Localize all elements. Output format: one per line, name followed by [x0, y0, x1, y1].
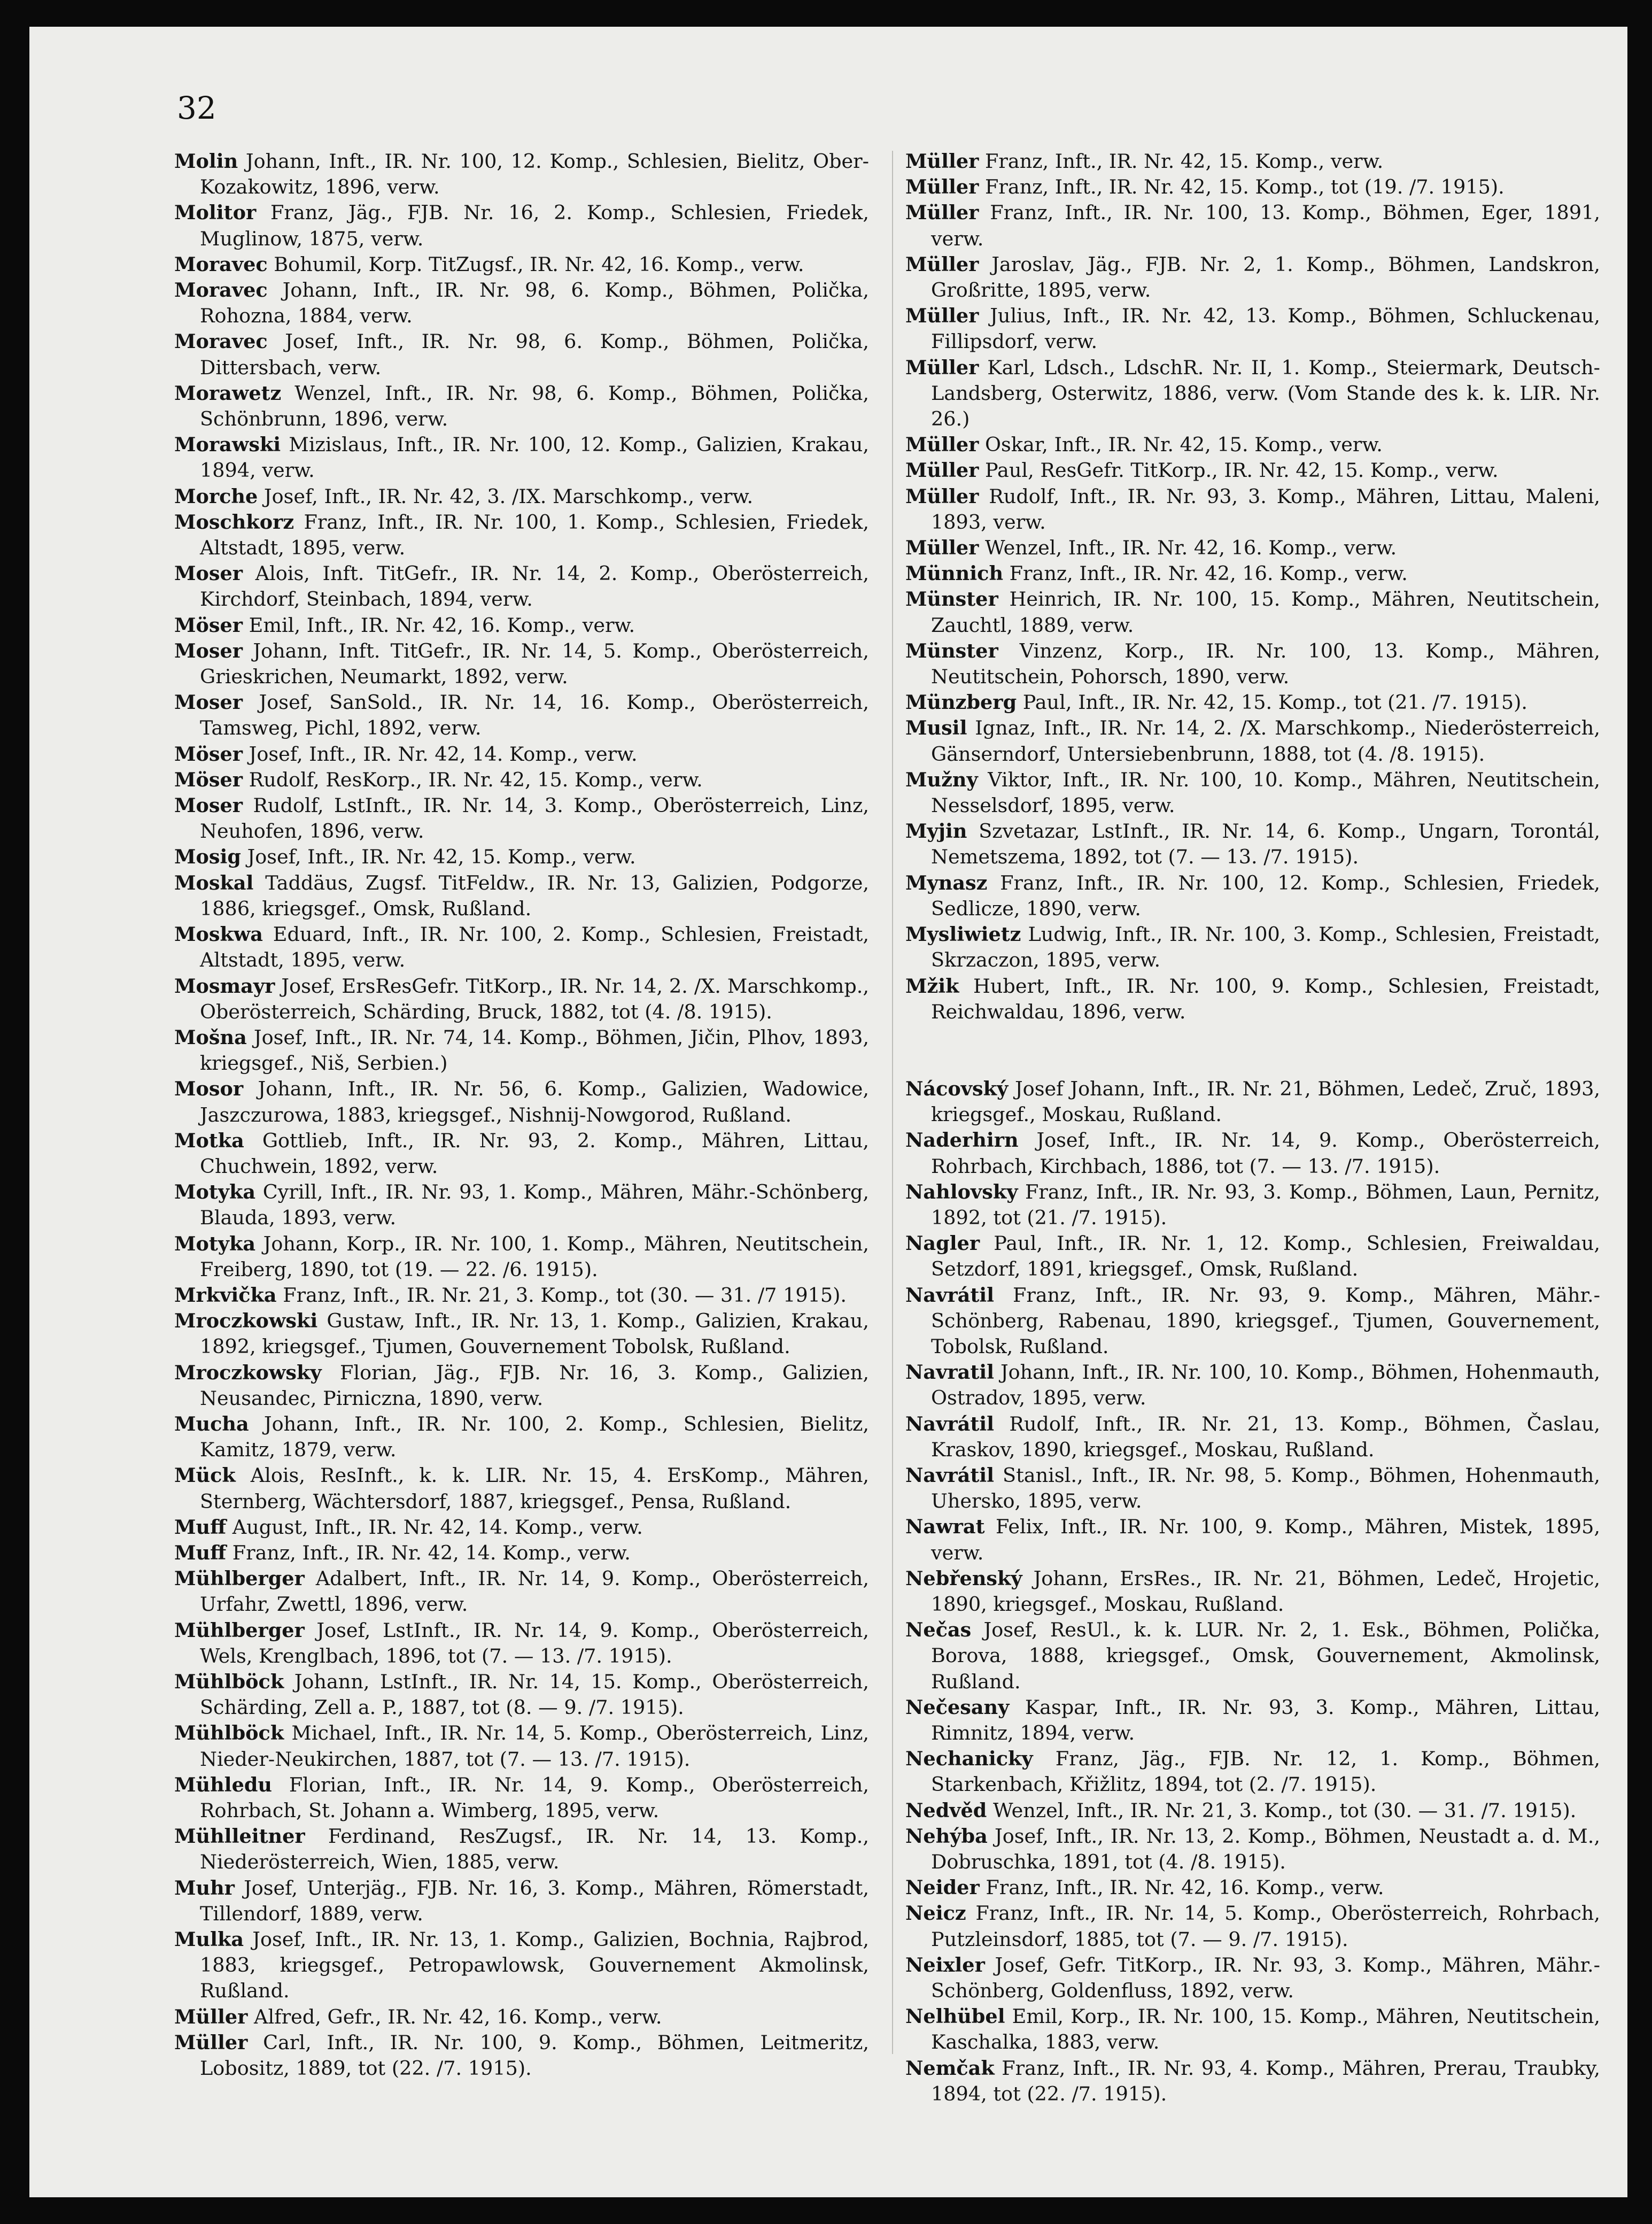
entry-details: Johann, ErsRes., IR. Nr. 21, Böhmen, Ledeč, Hrojetic, 1890, kriegsgef., Moskau, Rußland. [931, 1566, 1600, 1616]
register-entry [174, 870, 869, 922]
register-entry [174, 1669, 869, 1720]
register-entry [174, 1360, 869, 1411]
entry-details: Gottlieb, Inft., IR. Nr. 93, 2. Komp., Mähren, Littau, Chuchwein, 1892, verw. [200, 1129, 869, 1178]
register-entry [174, 922, 869, 973]
entry-details: Oskar, Inft., IR. Nr. 42, 15. Komp., verw. [979, 433, 1383, 457]
entry-surname: Navratil [905, 1361, 995, 1384]
entry-surname: Möser [174, 742, 243, 766]
right-column [905, 149, 1600, 2107]
entry-details: Franz, Inft., IR. Nr. 100, 1. Komp., Schlesien, Friedek, Altstadt, 1895, verw. [200, 510, 869, 560]
entry-details: Ignaz, Inft., IR. Nr. 14, 2. /X. Marschkomp., Niederösterreich, Gänserndorf, Untersiebenbrunn, 1888, tot (4. /8. 1915). [931, 716, 1600, 766]
register-entry [174, 1231, 869, 1283]
entry-surname: Motyka [174, 1232, 256, 1255]
entry-surname: Morawetz [174, 381, 282, 405]
entry-surname: Müller [905, 356, 979, 379]
entry-details: Kaspar, Inft., IR. Nr. 93, 3. Komp., Mähren, Littau, Rimnitz, 1894, verw. [931, 1695, 1600, 1744]
entry-surname: Münster [905, 588, 998, 611]
entry-details: Florian, Inft., IR. Nr. 14, 9. Komp., Oberösterreich, Rohrbach, St. Johann a. Wimberg, 1895, verw. [200, 1773, 869, 1822]
entry-surname: Mošna [174, 1025, 247, 1049]
register-entry [905, 174, 1600, 200]
register-entry [905, 1076, 1600, 1128]
entry-details: Franz, Inft., IR. Nr. 42, 16. Komp., verw. [1003, 562, 1408, 585]
entry-surname: Nedvěd [905, 1798, 987, 1822]
entry-surname: Neicz [905, 1902, 966, 1925]
entry-details: Franz, Inft., IR. Nr. 42, 16. Komp., verw. [979, 1876, 1384, 1899]
register-entry [174, 1463, 869, 1514]
register-entry [174, 509, 869, 561]
register-entry [174, 2030, 869, 2081]
entry-surname: Naderhirn [905, 1129, 1019, 1152]
entry-surname: Münster [905, 639, 998, 662]
entry-details: Josef, Gefr. TitKorp., IR. Nr. 93, 3. Komp., Mähren, Mähr.-Schönberg, Goldenfluss, 1892, verw. [931, 1953, 1600, 2003]
entry-details: Mizislaus, Inft., IR. Nr. 100, 12. Komp., Galizien, Krakau, 1894, verw. [200, 433, 869, 482]
entry-surname: Möser [174, 613, 243, 637]
register-entry [905, 638, 1600, 690]
entry-details: Julius, Inft., IR. Nr. 42, 13. Komp., Böhmen, Schluckenau, Fillipsdorf, verw. [931, 304, 1600, 353]
entry-surname: Moschkorz [174, 510, 294, 534]
entry-surname: Moser [174, 562, 243, 585]
entry-surname: Nečas [905, 1618, 972, 1642]
entry-surname: Moravec [174, 279, 268, 302]
entry-details: Josef, ResUl., k. k. LUR. Nr. 2, 1. Esk., Böhmen, Polička, Borova, 1888, kriegsgef., Omsk, Gouvernement, Akmolinsk, Rußland. [931, 1618, 1600, 1693]
register-entry [905, 1514, 1600, 1565]
register-entry [174, 1540, 869, 1566]
entry-details: Josef, Inft., IR. Nr. 42, 3. /IX. Marschkomp., verw. [258, 484, 754, 508]
register-entry [905, 974, 1600, 1025]
entry-details: Carl, Inft., IR. Nr. 100, 9. Komp., Böhmen, Leitmeritz, Lobositz, 1889, tot (22. /7. 1915). [200, 2030, 869, 2080]
register-entry [174, 1128, 869, 1179]
entry-surname: Nelhübel [905, 2005, 1005, 2028]
entry-surname: Mynasz [905, 871, 988, 894]
register-entry [174, 1875, 869, 1927]
register-entry [174, 252, 869, 277]
entry-details: Heinrich, IR. Nr. 100, 15. Komp., Mähren, Neutitschein, Zauchtl, 1889, verw. [931, 588, 1600, 637]
register-entry [905, 1952, 1600, 2004]
entry-details: Josef, ErsResGefr. TitKorp., IR. Nr. 14, 2. /X. Marschkomp., Oberösterreich, Schärding, Bruck, 1882, tot (4. /8. 1915). [200, 974, 869, 1023]
entry-details: Jaroslav, Jäg., FJB. Nr. 2, 1. Komp., Böhmen, Landskron, Großritte, 1895, verw. [931, 252, 1600, 302]
entry-surname: Mucha [174, 1412, 249, 1435]
register-entry [905, 1360, 1600, 1411]
entry-details: Michael, Inft., IR. Nr. 14, 5. Komp., Oberösterreich, Linz, Nieder-Neukirchen, 1887, tot (7. — 13. /7. 1915). [200, 1721, 869, 1771]
entry-surname: Nečesany [905, 1695, 1010, 1719]
register-entry [174, 200, 869, 251]
entry-surname: Mühlberger [174, 1618, 305, 1642]
register-entry [174, 2004, 869, 2030]
register-entry [905, 303, 1600, 354]
entry-surname: Müller [174, 2005, 248, 2028]
register-entry [174, 432, 869, 483]
register-entry [905, 1283, 1600, 1360]
entry-surname: Münzberg [905, 691, 1017, 714]
register-entry [174, 974, 869, 1025]
entry-details: Paul, ResGefr. TitKorp., IR. Nr. 42, 15. Komp., verw. [979, 459, 1499, 482]
register-entry [905, 535, 1600, 561]
entry-surname: Mžik [905, 974, 959, 998]
register-entry [174, 690, 869, 741]
entry-details: Viktor, Inft., IR. Nr. 100, 10. Komp., Mähren, Neutitschein, Nesselsdorf, 1895, verw. [931, 768, 1600, 817]
entry-details: Eduard, Inft., IR. Nr. 100, 2. Komp., Schlesien, Freistadt, Altstadt, 1895, verw. [200, 923, 869, 972]
register-entry [905, 458, 1600, 483]
entry-details: Franz, Inft., IR. Nr. 21, 3. Komp., tot (30. — 31. /7 1915). [276, 1283, 847, 1307]
register-entry [174, 1283, 869, 1308]
register-entry [174, 1179, 869, 1231]
register-entry [905, 1566, 1600, 1617]
entry-details: Rudolf, ResKorp., IR. Nr. 42, 15. Komp., verw. [243, 768, 703, 791]
entry-surname: Nebřenský [905, 1566, 1022, 1590]
entry-details: Johann, Inft., IR. Nr. 100, 10. Komp., Böhmen, Hohenmauth, Ostradov, 1895, verw. [931, 1361, 1600, 1410]
register-entry [905, 1798, 1600, 1824]
entry-surname: Müller [905, 175, 979, 199]
entry-surname: Müller [905, 484, 979, 508]
entry-surname: Molin [174, 150, 238, 173]
register-entry [905, 1128, 1600, 1179]
register-entry [174, 793, 869, 844]
entry-details: Josef, Inft., IR. Nr. 74, 14. Komp., Böhmen, Jičin, Plhov, 1893, kriegsgef., Niš, Serbien.) [200, 1025, 869, 1075]
entry-details: Josef, Inft., IR. Nr. 14, 9. Komp., Oberösterreich, Rohrbach, Kirchbach, 1886, tot (7. — 13. /7. 1915). [931, 1129, 1600, 1178]
entry-surname: Nechanicky [905, 1747, 1033, 1771]
entry-surname: Neixler [905, 1953, 985, 1976]
entry-details: Wenzel, Inft., IR. Nr. 42, 16. Komp., verw. [979, 536, 1397, 560]
register-entry [905, 690, 1600, 715]
entry-surname: Nawrat [905, 1515, 985, 1539]
register-entry [905, 432, 1600, 458]
register-entry [174, 561, 869, 612]
entry-surname: Mühlleitner [174, 1825, 305, 1848]
entry-details: Rudolf, Inft., IR. Nr. 21, 13. Komp., Böhmen, Časlau, Kraskov, 1890, kriegsgef., Moskau, Rußland. [931, 1412, 1600, 1461]
entry-surname: Mühledu [174, 1773, 273, 1796]
entry-surname: Mosor [174, 1077, 244, 1101]
page-number: 32 [177, 90, 216, 126]
entry-details: Johann, LstInft., IR. Nr. 14, 15. Komp., Oberösterreich, Schärding, Zell a. P., 1887, tot (8. — 9. /7. 1915). [200, 1670, 869, 1719]
entry-details: Karl, Ldsch., LdschR. Nr. II, 1. Komp., Steiermark, Deutsch-Landsberg, Osterwitz, 1886, verw. (Vom Stande des k. k. LIR. Nr. 26.) [931, 356, 1600, 431]
register-entry [905, 818, 1600, 870]
entry-surname: Möser [174, 768, 243, 791]
entry-details: Franz, Jäg., FJB. Nr. 16, 2. Komp., Schlesien, Friedek, Muglinow, 1875, verw. [200, 201, 869, 250]
entry-surname: Moskwa [174, 923, 263, 946]
register-entry [905, 922, 1600, 973]
document-page [29, 27, 1627, 2197]
entry-surname: Neider [905, 1876, 980, 1899]
register-entry [174, 1025, 869, 1076]
entry-surname: Nagler [905, 1232, 980, 1255]
entry-surname: Müller [174, 2030, 248, 2054]
entry-surname: Müller [905, 536, 979, 560]
section-gap [905, 1025, 1600, 1076]
entry-surname: Muff [174, 1515, 227, 1539]
entry-details: Alois, ResInft., k. k. LIR. Nr. 15, 4. ErsKomp., Mähren, Sternberg, Wächtersdorf, 1887, kriegsgef., Pensa, Rußland. [200, 1464, 869, 1513]
entry-details: Franz, Inft., IR. Nr. 100, 13. Komp., Böhmen, Eger, 1891, verw. [931, 201, 1600, 250]
register-entry [905, 1824, 1600, 1875]
register-entry [905, 484, 1600, 535]
register-entry [905, 1695, 1600, 1746]
register-entry [905, 2056, 1600, 2107]
entry-surname: Mroczkowsky [174, 1361, 322, 1384]
entry-details: Gustaw, Inft., IR. Nr. 13, 1. Komp., Galizien, Krakau, 1892, kriegsgef., Tjumen, Gouvernement Tobolsk, Rußland. [200, 1309, 869, 1358]
entry-surname: Nehýba [905, 1824, 988, 1848]
register-entry [905, 870, 1600, 922]
entry-details: Florian, Jäg., FJB. Nr. 16, 3. Komp., Galizien, Neusandec, Pirniczna, 1890, verw. [200, 1361, 869, 1410]
register-entry [174, 381, 869, 432]
entry-surname: Nemčak [905, 2056, 995, 2080]
entry-surname: Müller [905, 150, 979, 173]
register-entry [174, 1927, 869, 2004]
entry-details: Rudolf, Inft., IR. Nr. 93, 3. Komp., Mähren, Littau, Maleni, 1893, verw. [931, 484, 1600, 534]
entry-surname: Mühlböck [174, 1670, 284, 1693]
entry-details: Franz, Inft., IR. Nr. 42, 14. Komp., verw. [226, 1541, 631, 1564]
entry-details: Alfred, Gefr., IR. Nr. 42, 16. Komp., verw. [247, 2005, 662, 2028]
entry-details: Stanisl., Inft., IR. Nr. 98, 5. Komp., Böhmen, Hohenmauth, Uhersko, 1895, verw. [931, 1463, 1600, 1513]
entry-details: Johann, Inft. TitGefr., IR. Nr. 14, 5. Komp., Oberösterreich, Grieskrichen, Neumarkt, 1892, verw. [200, 639, 869, 689]
entry-details: Johann, Inft., IR. Nr. 56, 6. Komp., Galizien, Wadowice, Jaszczurowa, 1883, kriegsgef., Nishnij-Nowgorod, Rußland. [200, 1077, 869, 1126]
entry-surname: Morche [174, 484, 258, 508]
entry-surname: Navrátil [905, 1463, 995, 1487]
register-entry [174, 844, 869, 870]
entry-details: Paul, Inft., IR. Nr. 1, 12. Komp., Schlesien, Freiwaldau, Setzdorf, 1891, kriegsgef., Omsk, Rußland. [931, 1232, 1600, 1281]
register-entry [174, 484, 869, 509]
entry-details: Johann, Inft., IR. Nr. 100, 12. Komp., Schlesien, Bielitz, Ober-Kozakowitz, 1896, verw. [200, 150, 869, 199]
entry-details: Bohumil, Korp. TitZugsf., IR. Nr. 42, 16. Komp., verw. [267, 252, 804, 276]
entry-surname: Nácovský [905, 1077, 1009, 1100]
register-entry [905, 1231, 1600, 1282]
entry-surname: Moskal [174, 871, 254, 894]
entry-surname: Muff [174, 1541, 227, 1564]
entry-details: Johann, Korp., IR. Nr. 100, 1. Komp., Mähren, Neutitschein, Freiberg, 1890, tot (19. — 22. /6. 1915). [200, 1232, 869, 1281]
entry-surname: Moser [174, 639, 243, 662]
entry-details: Ferdinand, ResZugsf., IR. Nr. 14, 13. Komp., Niederösterreich, Wien, 1885, verw. [200, 1825, 869, 1874]
entry-surname: Myjin [905, 820, 967, 843]
entry-details: Josef Johann, Inft., IR. Nr. 21, Böhmen, Ledeč, Zruč, 1893, kriegsgef., Moskau, Rußland. [931, 1077, 1600, 1126]
entry-surname: Navrátil [905, 1412, 995, 1435]
register-entry [174, 742, 869, 767]
entry-details: Johann, Inft., IR. Nr. 98, 6. Komp., Böhmen, Polička, Rohozna, 1884, verw. [200, 279, 869, 328]
register-entry [174, 1076, 869, 1128]
register-entry [174, 1411, 869, 1463]
register-entry [905, 1463, 1600, 1514]
entry-details: August, Inft., IR. Nr. 42, 14. Komp., verw. [226, 1515, 643, 1539]
register-entry [905, 200, 1600, 251]
entry-details: Franz, Inft., IR. Nr. 93, 3. Komp., Böhmen, Laun, Pernitz, 1892, tot (21. /7. 1915). [931, 1180, 1600, 1229]
entry-details: Franz, Inft., IR. Nr. 100, 12. Komp., Schlesien, Friedek, Sedlicze, 1890, verw. [931, 871, 1600, 920]
register-entry [174, 613, 869, 638]
register-entry [174, 1824, 869, 1875]
entry-surname: Navrátil [905, 1283, 995, 1307]
entry-details: Wenzel, Inft., IR. Nr. 21, 3. Komp., tot (30. — 31. /7. 1915). [987, 1798, 1577, 1822]
entry-surname: Mosig [174, 845, 241, 869]
entry-surname: Mühlberger [174, 1567, 305, 1590]
register-entry [905, 586, 1600, 638]
entry-details: Josef, Inft., IR. Nr. 13, 2. Komp., Böhmen, Neustadt a. d. M., Dobruschka, 1891, tot (4. /8. 1915). [931, 1824, 1600, 1873]
left-column [174, 149, 869, 2081]
entry-surname: Nahlovsky [905, 1180, 1018, 1203]
entry-surname: Mysliwietz [905, 923, 1021, 946]
entry-details: Wenzel, Inft., IR. Nr. 98, 6. Komp., Böhmen, Polička, Schönbrunn, 1896, verw. [200, 381, 869, 431]
register-entry [174, 1515, 869, 1540]
register-entry [174, 638, 869, 690]
entry-surname: Morawski [174, 433, 281, 457]
entry-surname: Mužny [905, 768, 978, 791]
register-entry [905, 767, 1600, 818]
register-entry [174, 767, 869, 793]
entry-details: Josef, Inft., IR. Nr. 98, 6. Komp., Böhmen, Polička, Dittersbach, verw. [200, 330, 869, 379]
entry-details: Franz, Inft., IR. Nr. 42, 15. Komp., tot (19. /7. 1915). [979, 175, 1504, 199]
entry-details: Cyrill, Inft., IR. Nr. 93, 1. Komp., Mähren, Mähr.-Schönberg, Blauda, 1893, verw. [200, 1180, 869, 1230]
entry-details: Josef, LstInft., IR. Nr. 14, 9. Komp., Oberösterreich, Wels, Krenglbach, 1896, tot (7. — 13. /7. 1915). [200, 1618, 869, 1667]
entry-surname: Moser [174, 794, 243, 817]
register-entry [174, 329, 869, 380]
entry-details: Franz, Inft., IR. Nr. 42, 15. Komp., verw. [979, 150, 1384, 173]
register-entry [905, 1746, 1600, 1797]
entry-surname: Müller [905, 433, 979, 457]
entry-surname: Mosmayr [174, 974, 275, 998]
register-entry [174, 1772, 869, 1824]
entry-surname: Mühlböck [174, 1721, 284, 1745]
entry-surname: Müller [905, 304, 979, 328]
entry-details: Josef, Inft., IR. Nr. 13, 1. Komp., Galizien, Bochnia, Rajbrod, 1883, kriegsgef., Petropawlowsk, Gouvernement Akmolinsk, Rußland. [200, 1928, 869, 2003]
entry-surname: Molitor [174, 201, 257, 225]
entry-surname: Müller [905, 252, 979, 276]
entry-surname: Motka [174, 1129, 244, 1152]
entry-details: Josef, Unterjäg., FJB. Nr. 16, 3. Komp., Mähren, Römerstadt, Tillendorf, 1889, verw. [200, 1876, 869, 1925]
entry-details: Hubert, Inft., IR. Nr. 100, 9. Komp., Schlesien, Freistadt, Reichwaldau, 1896, verw. [931, 974, 1600, 1023]
entry-details: Adalbert, Inft., IR. Nr. 14, 9. Komp., Oberösterreich, Urfahr, Zwettl, 1896, verw. [200, 1567, 869, 1616]
entry-details: Josef, Inft., IR. Nr. 42, 15. Komp., verw. [241, 845, 636, 869]
entry-surname: Moser [174, 691, 243, 714]
entry-details: Taddäus, Zugsf. TitFeldw., IR. Nr. 13, Galizien, Podgorze, 1886, kriegsgef., Omsk, Rußland. [200, 871, 869, 920]
entry-surname: Moravec [174, 330, 268, 353]
register-entry [174, 1720, 869, 1772]
entry-details: Emil, Korp., IR. Nr. 100, 15. Komp., Mähren, Neutitschein, Kaschalka, 1883, verw. [931, 2005, 1600, 2054]
entry-surname: Motyka [174, 1180, 256, 1204]
entry-details: Alois, Inft. TitGefr., IR. Nr. 14, 2. Komp., Oberösterreich, Kirchdorf, Steinbach, 1894, verw. [200, 562, 869, 611]
register-entry [905, 2004, 1600, 2055]
entry-surname: Musil [905, 716, 967, 740]
column-divider [892, 151, 893, 2054]
entry-details: Emil, Inft., IR. Nr. 42, 16. Komp., verw. [243, 613, 635, 637]
entry-details: Vinzenz, Korp., IR. Nr. 100, 13. Komp., Mähren, Neutitschein, Pohorsch, 1890, verw. [931, 639, 1600, 689]
entry-surname: Mrkvička [174, 1283, 277, 1307]
register-entry [174, 1566, 869, 1617]
register-entry [905, 149, 1600, 174]
entry-surname: Moravec [174, 252, 268, 276]
register-entry [905, 1411, 1600, 1463]
entry-details: Szvetazar, LstInft., IR. Nr. 14, 6. Komp., Ungarn, Torontál, Nemetszema, 1892, tot (7. — 13. /7. 1915). [931, 820, 1600, 869]
register-entry [905, 1901, 1600, 1952]
entry-details: Josef, Inft., IR. Nr. 42, 14. Komp., verw. [243, 742, 638, 766]
entry-surname: Münnich [905, 562, 1004, 585]
entry-surname: Mulka [174, 1928, 244, 1951]
entry-details: Franz, Jäg., FJB. Nr. 12, 1. Komp., Böhmen, Starkenbach, Křižlitz, 1894, tot (2. /7. 1915). [931, 1747, 1600, 1796]
register-entry [174, 277, 869, 329]
entry-details: Franz, Inft., IR. Nr. 14, 5. Komp., Oberösterreich, Rohrbach, Putzleinsdorf, 1885, tot (7. — 9. /7. 1915). [931, 1902, 1600, 1951]
register-entry [905, 1179, 1600, 1231]
register-entry [905, 715, 1600, 767]
register-entry [905, 561, 1600, 586]
register-entry [174, 149, 869, 200]
register-entry [174, 1308, 869, 1360]
entry-surname: Mück [174, 1464, 236, 1487]
entry-details: Felix, Inft., IR. Nr. 100, 9. Komp., Mähren, Mistek, 1895, verw. [931, 1515, 1600, 1564]
entry-surname: Müller [905, 201, 979, 225]
entry-details: Franz, Inft., IR. Nr. 93, 9. Komp., Mähren, Mähr.-Schönberg, Rabenau, 1890, kriegsgef., Tjumen, Gouvernement, Tobolsk, Rußland. [931, 1283, 1600, 1358]
entry-surname: Müller [905, 459, 979, 482]
register-entry [905, 355, 1600, 433]
register-entry [905, 1617, 1600, 1695]
entry-details: Rudolf, LstInft., IR. Nr. 14, 3. Komp., Oberösterreich, Linz, Neuhofen, 1896, verw. [200, 794, 869, 843]
register-entry [174, 1618, 869, 1669]
register-entry [905, 1875, 1600, 1901]
entry-details: Paul, Inft., IR. Nr. 42, 15. Komp., tot (21. /7. 1915). [1017, 691, 1528, 714]
entry-details: Ludwig, Inft., IR. Nr. 100, 3. Komp., Schlesien, Freistadt, Skrzaczon, 1895, verw. [931, 923, 1600, 972]
register-entry [905, 252, 1600, 303]
entry-details: Franz, Inft., IR. Nr. 93, 4. Komp., Mähren, Prerau, Traubky, 1894, tot (22. /7. 1915). [931, 2056, 1600, 2105]
entry-surname: Mroczkowski [174, 1309, 318, 1333]
entry-details: Josef, SanSold., IR. Nr. 14, 16. Komp., Oberösterreich, Tamsweg, Pichl, 1892, verw. [200, 691, 869, 740]
entry-details: Johann, Inft., IR. Nr. 100, 2. Komp., Schlesien, Bielitz, Kamitz, 1879, verw. [200, 1412, 869, 1462]
entry-surname: Muhr [174, 1876, 235, 1899]
